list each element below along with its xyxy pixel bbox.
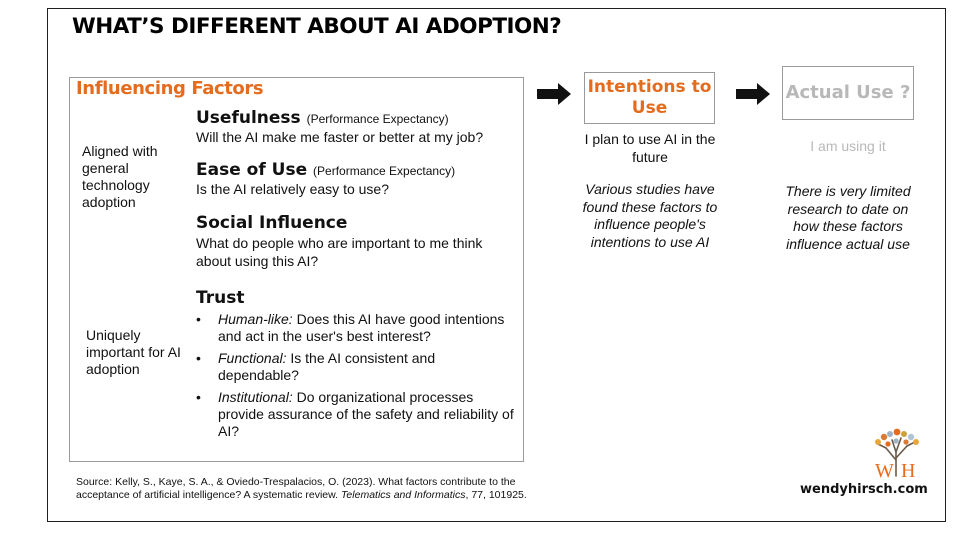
- group-label-unique: Uniquely important for AI adoption: [86, 327, 181, 377]
- trust-item-label: Functional:: [218, 350, 287, 366]
- usefulness-title-text: Usefulness: [196, 108, 301, 128]
- trust-item-functional: [196, 350, 516, 384]
- influencing-factors-heading: Influencing Factors: [76, 78, 264, 99]
- intentions-note: Various studies have found these factors to influence people's intentions to use AI: [582, 181, 718, 250]
- ease-title: [196, 160, 455, 180]
- group-label-general: Aligned with general technology adoption: [82, 143, 158, 210]
- source-citation: [76, 476, 536, 502]
- usefulness-desc: Will the AI make me faster or better at my job?: [196, 129, 484, 145]
- source-journal: Telematics and Informatics: [340, 489, 466, 501]
- trust-item-institutional: [196, 389, 516, 440]
- social-title: Social Influence: [196, 213, 348, 233]
- ease-paren: (Performance Expectancy): [313, 164, 456, 178]
- intentions-statement: I plan to use AI in the future: [584, 131, 716, 165]
- usefulness-title: [196, 108, 449, 128]
- source-suffix: , 77, 101925.: [465, 489, 527, 501]
- logo-initials: [872, 458, 922, 480]
- brand-site: wendyhirsch.com: [800, 482, 928, 497]
- bullet-icon: •: [196, 389, 201, 405]
- logo-initial-w: W: [875, 460, 894, 480]
- trust-item-text: Is the AI consistent and dependable?: [218, 350, 436, 383]
- trust-list: [196, 311, 516, 445]
- actual-use-statement: I am using it: [810, 138, 886, 154]
- bullet-icon: •: [196, 311, 201, 327]
- source-prefix: Source: Kelly, S., Kaye, S. A., & Oviedo-Trespalacios, O. (2023). What factors contribute to the acceptance of artificial intelligence? A systematic review.: [76, 476, 516, 501]
- actual-use-box: Actual Use ?: [782, 66, 914, 120]
- usefulness-paren: (Performance Expectancy): [306, 112, 449, 126]
- right-arrow-icon: [537, 83, 571, 105]
- trust-title: Trust: [196, 288, 245, 308]
- trust-item-label: Institutional:: [218, 389, 293, 405]
- slide-title: WHAT’S DIFFERENT ABOUT AI ADOPTION?: [72, 14, 562, 39]
- trust-item-text: Do organizational processes provide assurance of the safety and reliability of AI?: [218, 389, 514, 439]
- trust-item-label: Human-like:: [218, 311, 293, 327]
- social-desc: What do people who are important to me think about using this AI?: [196, 235, 483, 269]
- ease-desc: Is the AI relatively easy to use?: [196, 181, 389, 197]
- trust-item-human-like: [196, 311, 516, 345]
- ease-title-text: Ease of Use: [196, 160, 308, 180]
- actual-use-note: There is very limited research to date on how these factors influence actual use: [785, 183, 911, 252]
- intentions-box: Intentions to Use: [584, 72, 715, 124]
- bullet-icon: •: [196, 350, 201, 366]
- logo-initial-h: H: [901, 460, 916, 480]
- right-arrow-icon: [736, 83, 770, 105]
- trust-item-text: Does this AI have good intentions and act in the user's best interest?: [218, 311, 505, 344]
